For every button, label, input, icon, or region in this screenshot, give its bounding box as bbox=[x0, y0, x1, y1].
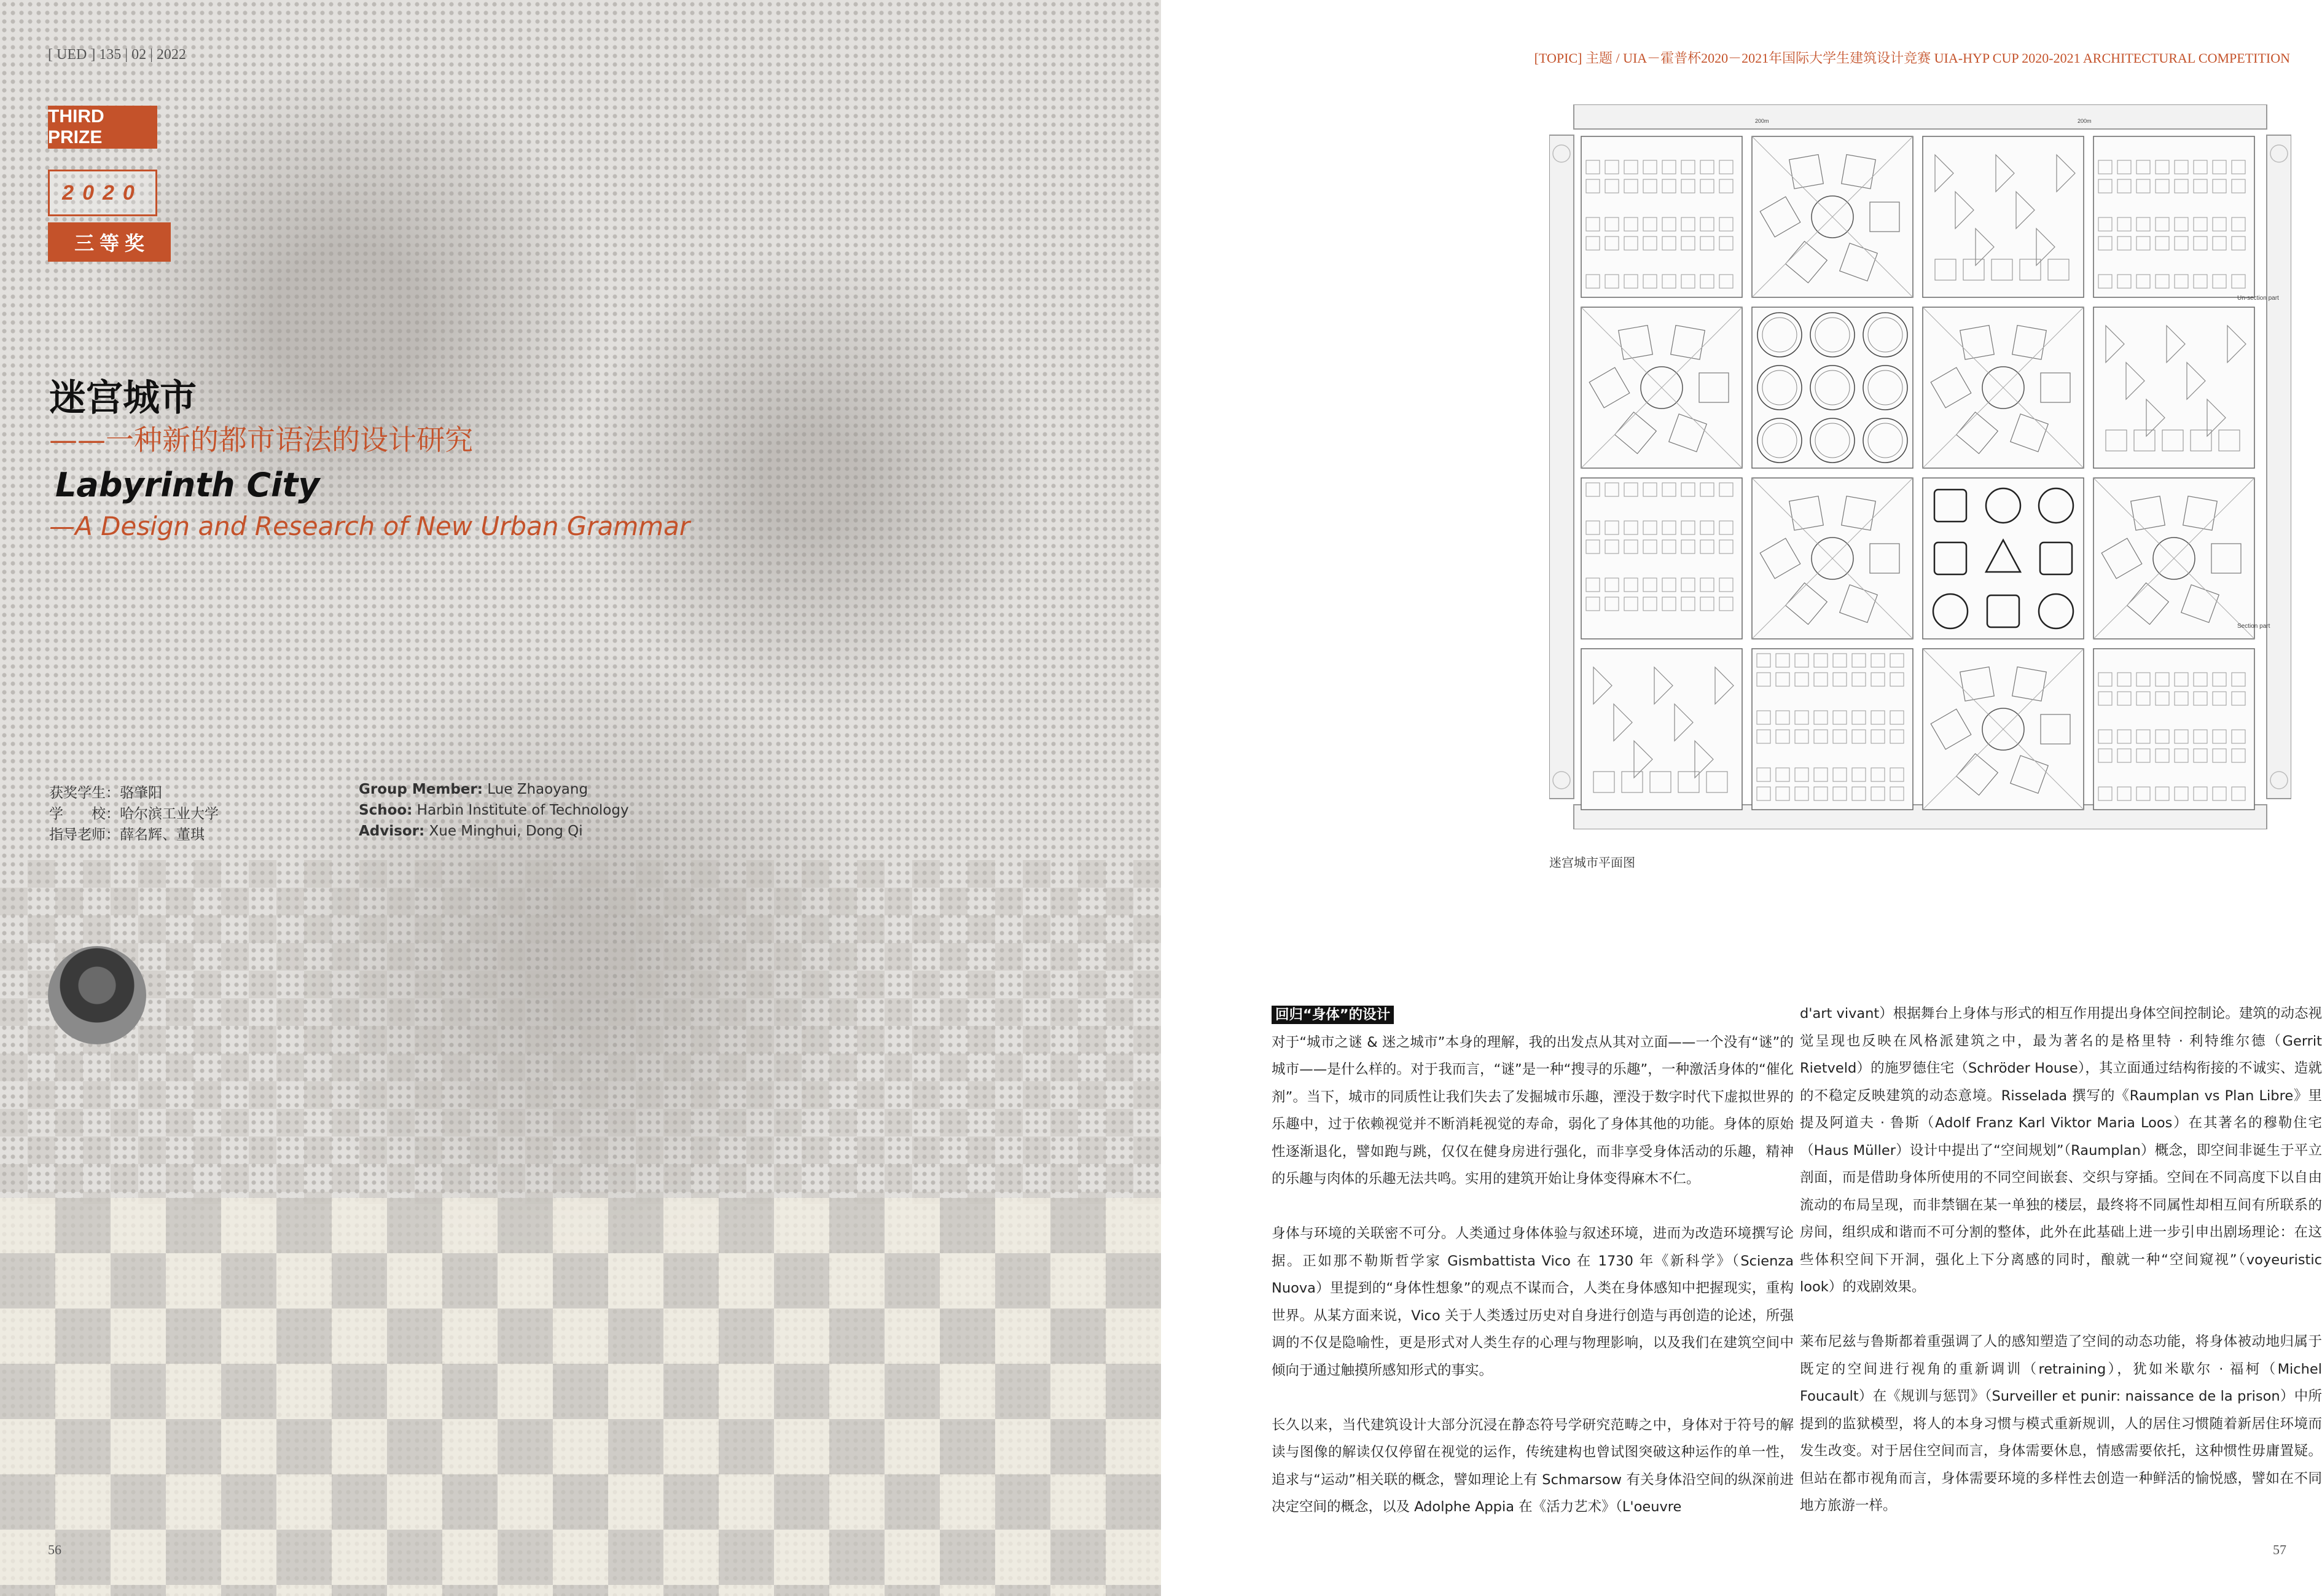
checker-floor bbox=[0, 1198, 1161, 1596]
text-column-left bbox=[1272, 1001, 1794, 1548]
plan-dimension: 200m bbox=[2078, 118, 2092, 124]
paragraph: 对于“城市之谜 & 迷之城市”本身的理解，我的出发点从其对立面——一个没有“谜”的城市——是什么样的。对于我而言，“谜”是一种“搜寻的乐趣”，一种激活身体的“催化剂”。当下，城市的同质性让我们失去了发掘城市乐趣，湮没于数字时代下虚拟世界的乐趣中，过于依赖视觉并不断消耗视觉的寿命，弱化了身体其他的功能。身体的原始性逐渐退化，譬如跑与跳，仅仅在健身房进行强化，而非享受身体活动的乐趣，精神的乐趣与肉体的乐趣无法共鸣。实用的建筑开始让身体变得麻木不仁。 bbox=[1272, 1034, 1794, 1187]
paragraph: 身体与环境的关联密不可分。人类通过身体体验与叙述环境，进而为改造环境撰写论据。正如那不勒斯哲学家 Gismbattista Vico 在 1730 年《新科学》（Scienza Nuova）里提到的“身体性想象”的观点不谋而合，人类在身体感知中把握现实，重构世界。从某方面来说，Vico 关于人类透过历史对自身进行创造与再创造的论述，所强调的不仅是隐喻性，更是形式对人类生存的心理与物理影响，以及我们在建筑空间中倾向于通过触摸所感知形式的事实。 bbox=[1272, 1226, 1794, 1379]
paragraph: d'art vivant）根据舞台上身体与形式的相互作用提出身体空间控制论。建筑的动态视觉呈现也反映在风格派建筑之中，最为著名的是格里特 · 利特维尔德（Gerrit Rietveld）的施罗德住宅（Schröder House），其立面通过结构衔接的不诚实、造就的不稳定反映建筑的动态意境。Risselada 撰写的《Raumplan vs Plan Libre》里提及阿道夫 · 鲁斯（Adolf Franz Karl Viktor Maria Loos）在其著名的穆勒住宅（Haus Müller）设计中提出了“空间规划”（Raumplan）概念，即空间非诞生于平立剖面，而是借助身体所使用的不同空间嵌套、交织与穿插。空间在不同高度下以自由流动的布局呈现，而非禁锢在某一单独的楼层，最终将不同属性却相互间有所联系的房间，组织成和谐而不可分割的整体，此外在此基础上进一步引申出剧场理论：在这些体积空间下开洞，强化上下分离感的同时，酿就一种“空间窥视”（voyeuristic look）的戏剧效果。 bbox=[1800, 1006, 2322, 1295]
plan-caption: 迷宫城市平面图 bbox=[1549, 855, 1635, 870]
prize-badge-year: 2020 bbox=[48, 170, 157, 216]
article-subtitle-cn: ——一种新的都市语法的设计研究 bbox=[49, 423, 473, 456]
page-number-left: 56 bbox=[48, 1542, 61, 1557]
credits-cn bbox=[49, 781, 219, 844]
magazine-issue-header: [ UED ] 135 | 02 | 2022 bbox=[48, 47, 186, 63]
section-heading: 回归“身体”的设计 bbox=[1272, 1006, 1394, 1024]
article-title-en: Labyrinth City bbox=[55, 466, 320, 504]
credits-en bbox=[359, 781, 629, 844]
credit-row: 获奖学生：骆肇阳 bbox=[49, 785, 162, 801]
paragraph: 长久以来，当代建筑设计大部分沉浸在静态符号学研究范畴之中，身体对于符号的解读与图像的解读仅仅停留在视觉的运作，传统建构也曾试图突破这种运作的单一性，追求与“运动”相关联的概念，譬如理论上有 Schmarsow 有关身体沿空间的纵深前进决定空间的概念，以及 Adolphe Appia 在《活力艺术》（L'oeuvre bbox=[1272, 1417, 1794, 1515]
plan-label-section: Section part bbox=[2237, 623, 2270, 630]
plan-label-unsection: Un-section part bbox=[2237, 295, 2279, 302]
paragraph: 莱布尼兹与鲁斯都着重强调了人的感知塑造了空间的动态功能，将身体被动地归属于既定的空间进行视角的重新调训（retraining），犹如米歇尔 · 福柯（Michel Foucault）在《规训与惩罚》（Surveiller et punir: naissance de la prison）中所提到的监狱模型，将人的本身习惯与模式重新规训，人的居住习惯随着新居住环境而发生改变。对于居住空间而言，身体需要休息，情感需要依托，这种惯性毋庸置疑。但站在都市视角而言，身体需要环境的多样性去创造一种鲜活的愉悦感，譬如在不同地方旅游一样。 bbox=[1800, 1334, 2322, 1514]
prize-badge-en: THIRD PRIZE bbox=[48, 106, 157, 149]
article-title-cn: 迷宫城市 bbox=[49, 377, 197, 420]
credit-row: 学 校：哈尔滨工业大学 bbox=[49, 806, 219, 822]
topic-header: [TOPIC] 主题 / UIA－霍普杯2020－2021年国际大学生建筑设计竞赛 UIA-HYP CUP 2020-2021 ARCHITECTURAL COMPETITION bbox=[1534, 50, 2290, 66]
page-number-right: 57 bbox=[2273, 1542, 2286, 1557]
labyrinth-city-plan-drawing bbox=[1549, 104, 2291, 829]
checker-floor-mid bbox=[0, 860, 1161, 1204]
author-avatar bbox=[48, 946, 146, 1044]
credit-row: Schoo: Harbin Institute of Technology bbox=[359, 802, 629, 818]
text-column-right bbox=[1800, 1000, 2322, 1547]
credit-row: 指导老师：薛名辉、董琪 bbox=[49, 827, 205, 843]
prize-badge-cn: 三 等 奖 bbox=[48, 222, 171, 262]
credit-row: Group Member: Lue Zhaoyang bbox=[359, 781, 588, 797]
credit-row: Advisor: Xue Minghui, Dong Qi bbox=[359, 823, 583, 839]
plan-dimension: 200m bbox=[1755, 118, 1769, 124]
article-subtitle-en: —A Design and Research of New Urban Grammar bbox=[49, 511, 690, 541]
